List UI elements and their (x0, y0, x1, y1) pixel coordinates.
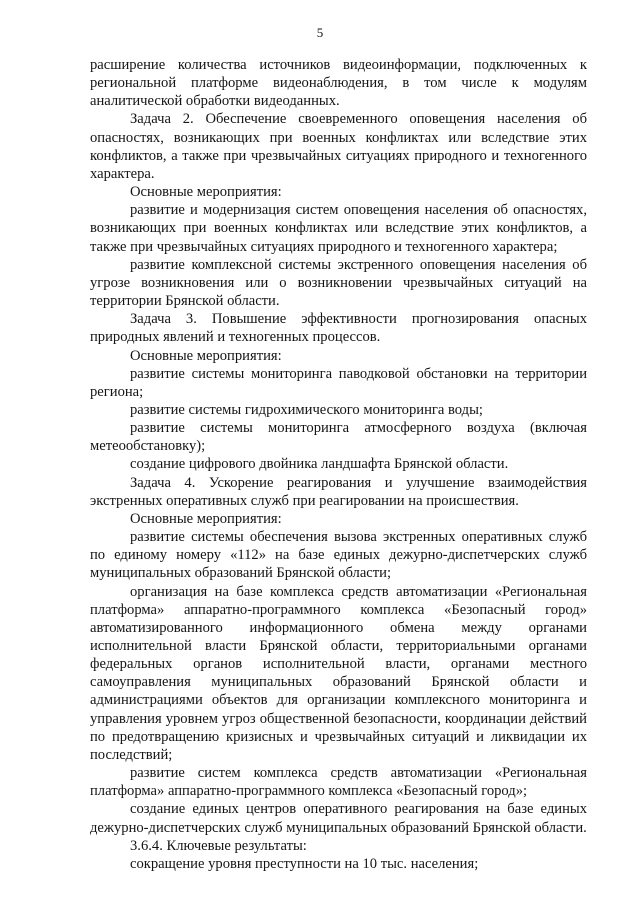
activity-item: создание цифрового двойника ландшафта Брянской области. (130, 456, 509, 473)
activity-item: развитие системы гидрохимического мониторинга воды; (130, 401, 483, 418)
activity-item: развитие и модернизация систем оповещения населения об опасностях, возникающих при военных конфликтах или вследствие этих конфликтов, а также при чрезвычайных ситуациях природного и техногенного характера; (90, 202, 587, 255)
activity-item: развитие систем комплекса средств автоматизации «Региональная платформа» аппаратно-программного комплекса «Безопасный город»; (90, 765, 587, 800)
paragraph-continuation: расширение количества источников видеоинформации, подключенных к региональной платформе видеонаблюдения, в том числе к модулям аналитической обработки видеоданных. (90, 57, 587, 110)
activity-item: развитие системы мониторинга атмосферного воздуха (включая метеообстановку); (90, 420, 587, 455)
activity-item: создание единых центров оперативного реагирования на базе единых дежурно-диспетчерских служб муниципальных образований Брянской области. (90, 801, 587, 836)
main-activities-label: Основные мероприятия: (130, 347, 282, 364)
task-2-heading: Задача 2. Обеспечение своевременного оповещения населения об опасностях, возникающих при военных конфликтах или вследствие этих конфликтов, а также при чрезвычайных ситуациях природного и техногенного характера. (90, 111, 587, 182)
activity-item: развитие системы мониторинга паводковой обстановки на территории региона; (90, 365, 587, 400)
task-3-heading: Задача 3. Повышение эффективности прогнозирования опасных природных явлений и техногенных процессов. (90, 311, 587, 346)
page-number: 5 (316, 25, 324, 40)
main-activities-label: Основные мероприятия: (130, 510, 282, 527)
activity-item: развитие комплексной системы экстренного оповещения населения об угрозе возникновения или о возникновении чрезвычайных ситуаций на территории Брянской области. (90, 256, 587, 310)
result-item: сокращение уровня преступности на 10 тыс. населения; (130, 855, 479, 872)
main-activities-label: Основные мероприятия: (130, 184, 282, 201)
activity-item: развитие системы обеспечения вызова экстренных оперативных служб по единому номеру «112» на базе единых дежурно-диспетчерских служб муниципальных образований Брянской области; (90, 529, 587, 582)
document-body (90, 56, 587, 873)
key-results-heading: 3.6.4. Ключевые результаты: (130, 837, 307, 854)
activity-item: организация на базе комплекса средств автоматизации «Региональная платформа» аппаратно-программного комплекса «Безопасный город» автоматизированного информационного обмена между органами исполнительной власти Брянской области, территориальными органами федеральных органов исполнительной власти, органами местного самоуправления муниципальных образований Брянской области и администрациями объектов для организации комплексного мониторинга и управления уровнем угроз общественной безопасности, координации действий по предотвращению кризисных и чрезвычайных ситуаций и ликвидации их последствий; (90, 583, 587, 763)
task-4-heading: Задача 4. Ускорение реагирования и улучшение взаимодействия экстренных оперативных служб при реагировании на происшествия. (90, 474, 587, 509)
